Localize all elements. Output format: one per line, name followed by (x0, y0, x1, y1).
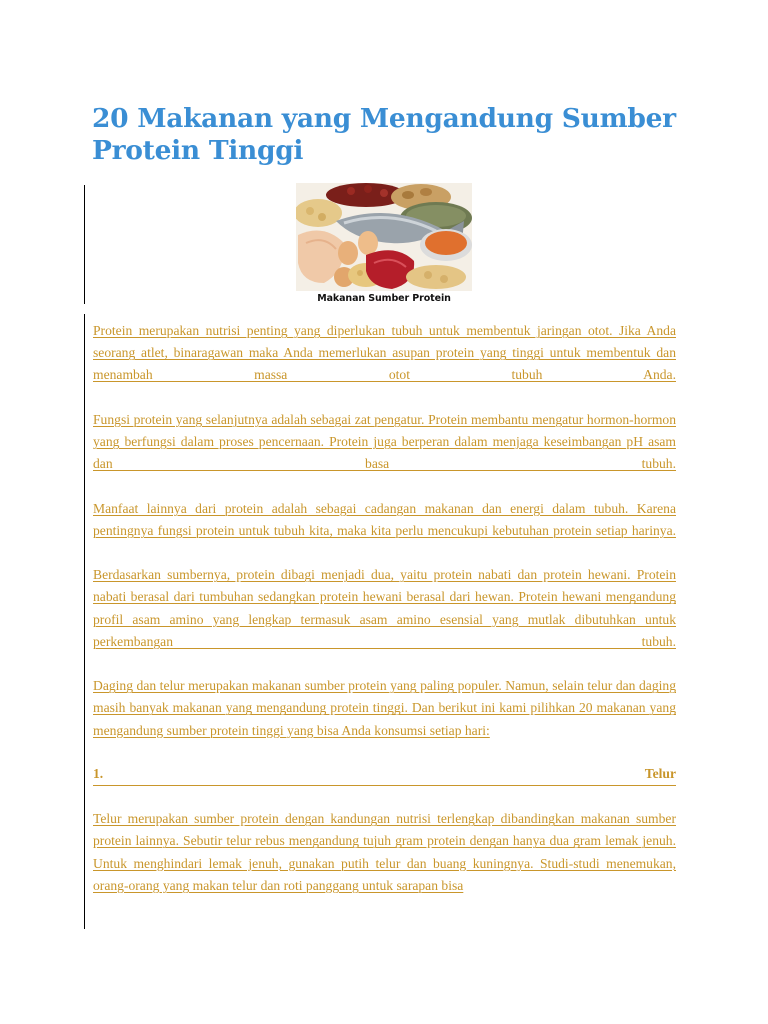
paragraph-benefit[interactable]: Manfaat lainnya dari protein adalah sebagai cadangan makanan dan energi dalam tubuh. Karena pentingnya fungsi protein untuk tubuh kita, maka kita perlu mencukupi kebutuhan protein setiap harinya. (93, 500, 676, 538)
article-body (93, 320, 676, 919)
article-figure (296, 183, 472, 307)
paragraph-sources[interactable]: Berdasarkan sumbernya, protein dibagi menjadi dua, yaitu protein nabati dan protein hewani. Protein nabati berasal dari tumbuhan sedangkan protein hewani berasal dari hewan. Protein hewani mengandung profil asam amino yang lengkap termasuk asam amino esensial yang mutlak dibutuhkan untuk perkembangan tubuh. (93, 567, 676, 649)
item-paragraph-1[interactable]: Telur merupakan sumber protein dengan kandungan nutrisi terlengkap dibandingkan makanan sumber protein lainnya. Sebutir telur rebus mengandung tujuh gram protein dengan hanya dua gram lemak jenuh. Untuk menghindari lemak jenuh, gunakan putih telur dan buang kuningnya. Studi-studi menemukan, orang-orang yang makan telur dan roti panggang untuk sarapan bisa (93, 811, 676, 893)
paragraph-intro[interactable]: Protein merupakan nutrisi penting yang diperlukan tubuh untuk membentuk jaringan otot. Jika Anda seorang atlet, binaragawan maka Anda memerlukan asupan protein yang tinggi untuk membentuk dan menambah massa otot tubuh Anda. (93, 323, 676, 383)
item-heading-1[interactable] (93, 764, 676, 786)
paragraph-list-intro[interactable]: Daging dan telur merupakan makanan sumber protein yang paling populer. Namun, selain telur dan daging masih banyak makanan yang mengandung protein tinggi. Dan berikut ini kami pilihkan 20 makanan yang mengandung sumber protein tinggi yang bisa Anda konsumsi setiap hari: (93, 678, 676, 738)
margin-rule-top (84, 185, 85, 304)
figure-caption: Makanan Sumber Protein (317, 293, 451, 304)
item-title: Telur (644, 765, 676, 781)
article-title: 20 Makanan yang Mengandung Sumber Protein Tinggi (92, 103, 676, 166)
item-number: 1. (93, 765, 104, 781)
protein-foods-image (296, 183, 472, 291)
margin-rule-bottom (84, 314, 85, 929)
paragraph-function[interactable]: Fungsi protein yang selanjutnya adalah sebagai zat pengatur. Protein membantu mengatur hormon-hormon yang berfungsi dalam proses pencernaan. Protein juga berperan dalam menjaga keseimbangan pH asam dan basa tubuh. (93, 411, 676, 472)
